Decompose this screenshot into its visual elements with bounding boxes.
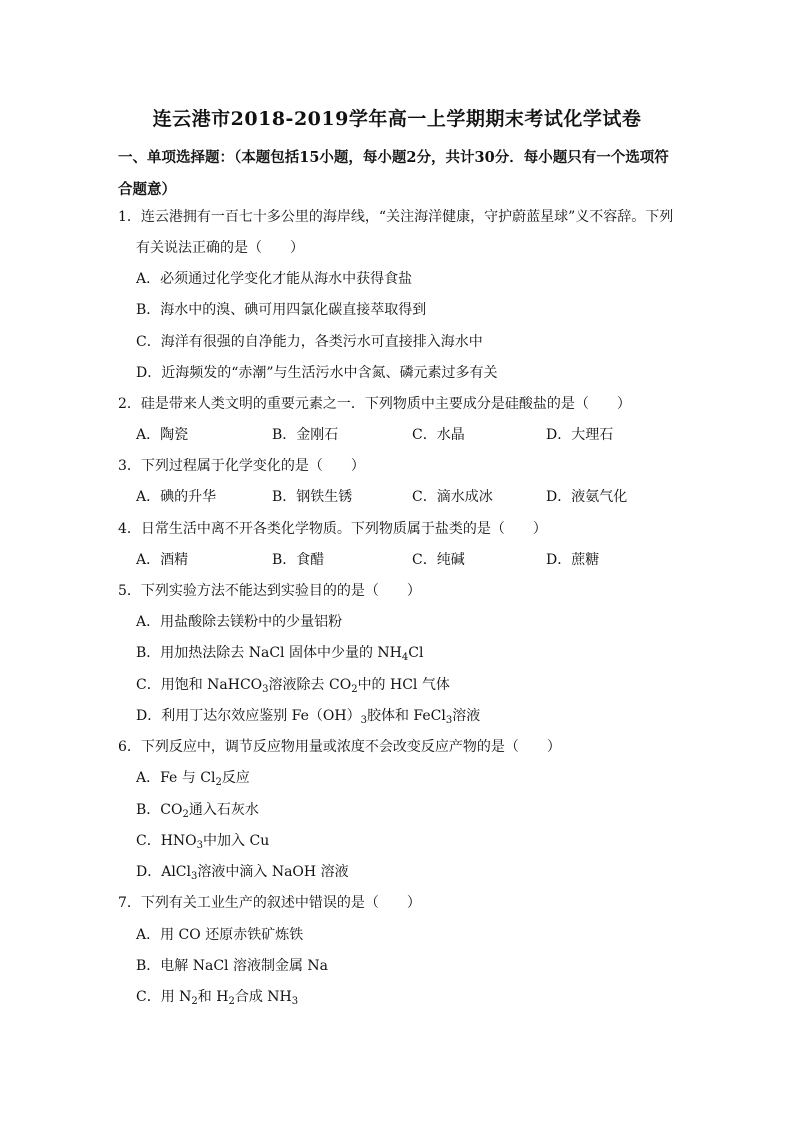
question-6-option-a: A．Fe 与 $Cl_2$反应 <box>136 770 250 788</box>
question-6-option-c: C．$HNO_3$中加入 Cu <box>136 833 270 851</box>
question-5-option-c: C．用饱和 NaHCO$_3$溶液除去 $CO_2$中的 HCl 气体 <box>136 677 450 695</box>
question-7-option-c: C．用 $N_2$和 $H_2$合成 $NH_3$ <box>136 989 299 1007</box>
question-1-stem-cont: 有关说法正确的是（ ） <box>136 240 304 256</box>
question-4-option-b: B．食醋 <box>272 552 325 568</box>
section-heading-line2: 合题意） <box>118 181 176 198</box>
section-heading-line1: 一、单项选择题：（本题包括15小题，每小题2分，共计30分．每小题只有一个选项符 <box>118 149 669 166</box>
question-5-option-d: D．利用丁达尔效应鉴别 $Fe(OH)_3$胶体和 FeCl$_3$溶液 <box>136 708 481 726</box>
question-1-option-c: C．海洋有很强的自净能力，各类污水可直接排入海水中 <box>136 334 483 350</box>
question-3-option-a: A．碘的升华 <box>136 489 217 505</box>
question-6-option-b: B．$CO_2$通入石灰水 <box>136 802 259 820</box>
question-4-option-d: D．蔗糖 <box>546 552 600 568</box>
question-2-option-c: C．水晶 <box>412 427 465 443</box>
question-5-stem: 5．下列实验方法不能达到实验目的的是（ ） <box>118 583 421 599</box>
question-3-option-b: B．钢铁生锈 <box>272 489 353 505</box>
question-5-option-a: A．用盐酸除去镁粉中的少量铝粉 <box>136 614 343 630</box>
question-4-option-c: C．纯碱 <box>412 552 465 568</box>
question-1-option-a: A．必须通过化学变化才能从海水中获得食盐 <box>136 271 413 287</box>
question-1-option-d: D．近海频发的“赤潮”与生活污水中含氮、磷元素过多有关 <box>136 365 498 381</box>
page-title: 连云港市2018-2019学年高一上学期期末考试化学试卷 <box>152 108 642 130</box>
question-6-stem: 6．下列反应中，调节反应物用量或浓度不会改变反应产物的是（ ） <box>118 739 561 755</box>
question-7-option-b: B．电解 NaCl 溶液制金属 Na <box>136 958 329 974</box>
question-4-option-a: A．酒精 <box>136 552 189 568</box>
question-1-option-b: B．海水中的溴、碘可用四氯化碳直接萃取得到 <box>136 302 427 318</box>
question-6-option-d: D．AlCl$_3$溶液中滴入 NaOH 溶液 <box>136 864 349 882</box>
question-3-stem: 3．下列过程属于化学变化的是（ ） <box>118 458 365 474</box>
question-3-option-d: D．液氨气化 <box>546 489 628 505</box>
question-5-option-b: B．用加热法除去 NaCl 固体中少量的 $NH_4Cl$ <box>136 645 424 663</box>
question-2-stem: 2．硅是带来人类文明的重要元素之一．下列物质中主要成分是硅酸盐的是（ ） <box>118 396 631 412</box>
question-1-stem: 1．连云港拥有一百七十多公里的海岸线，“关注海洋健康，守护蔚蓝星球”义不容辞。下列 <box>118 209 674 225</box>
question-4-stem: 4．日常生活中离不开各类化学物质。下列物质属于盐类的是（ ） <box>118 521 547 537</box>
question-7-stem: 7．下列有关工业生产的叙述中错误的是（ ） <box>118 895 421 911</box>
question-2-option-a: A．陶瓷 <box>136 427 189 443</box>
question-2-option-d: D．大理石 <box>546 427 614 443</box>
question-2-option-b: B．金刚石 <box>272 427 339 443</box>
question-3-option-c: C．滴水成冰 <box>412 489 493 505</box>
question-7-option-a: A．用 CO 还原赤铁矿炼铁 <box>136 927 304 943</box>
